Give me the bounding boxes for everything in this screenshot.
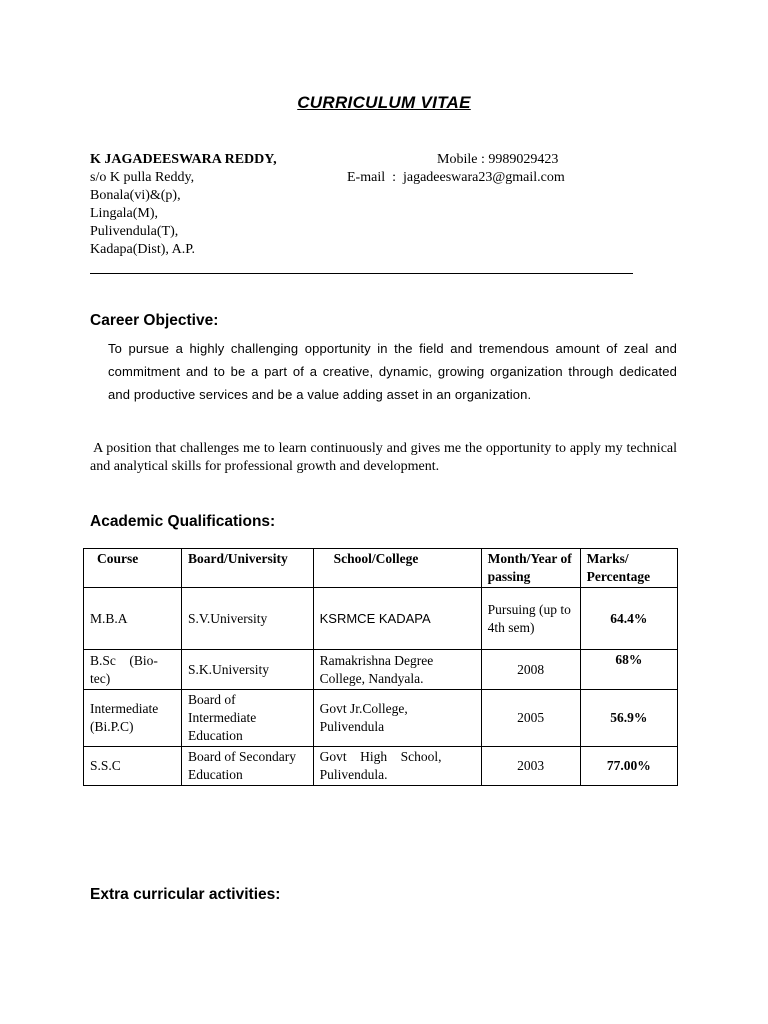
cell-month-year: 2005 xyxy=(481,690,580,747)
cell-board: S.V.University xyxy=(182,588,314,650)
career-objective-text: To pursue a highly challenging opportunity in the field and tremendous amount of zeal and commitment and to be a part of a creative, dynamic, growing organization through dedicated and productive services and be a value adding asset in an organization. xyxy=(108,341,677,402)
cell-course: Intermediate (Bi.P.C) xyxy=(84,690,182,747)
candidate-name: K JAGADEESWARA REDDY, xyxy=(90,152,277,167)
cell-month-year: 2003 xyxy=(481,747,580,786)
header-board: Board/University xyxy=(182,549,314,588)
address-line: Bonala(vi)&(p), xyxy=(90,188,181,203)
mobile-number: Mobile : 9989029423 xyxy=(437,152,559,167)
academic-qualifications-heading: Academic Qualifications: xyxy=(90,513,276,530)
career-objective-heading: Career Objective: xyxy=(90,312,219,329)
cell-course: B.Sc (Bio-tec) xyxy=(84,650,182,690)
cell-school: Ramakrishna Degree College, Nandyala. xyxy=(313,650,481,690)
address-block xyxy=(90,151,277,259)
cell-course: S.S.C xyxy=(84,747,182,786)
extra-curricular-heading: Extra curricular activities: xyxy=(90,886,281,903)
address-line: s/o K pulla Reddy, xyxy=(90,170,195,185)
position-statement: A position that challenges me to learn continuously and gives me the opportunity to apply my technical and analytical skills for professional growth and development. xyxy=(90,441,678,474)
address-line: Pulivendula(T), xyxy=(90,224,179,239)
table-header-row xyxy=(84,549,678,588)
cell-marks: 56.9% xyxy=(580,690,677,747)
email-address: E-mail : jagadeeswara23@gmail.com xyxy=(347,170,565,185)
table-row xyxy=(84,588,678,650)
cell-course: M.B.A xyxy=(84,588,182,650)
cell-month-year: 2008 xyxy=(481,650,580,690)
cell-school: Govt Jr.College, Pulivendula xyxy=(313,690,481,747)
cell-school: Govt High School, Pulivendula. xyxy=(313,747,481,786)
header-course: Course xyxy=(84,549,182,588)
cell-month-year: Pursuing (up to 4th sem) xyxy=(481,588,580,650)
cell-board: S.K.University xyxy=(182,650,314,690)
cell-marks: 77.00% xyxy=(580,747,677,786)
header-marks: Marks/ Percentage xyxy=(580,549,677,588)
cell-marks: 68% xyxy=(580,650,677,690)
header-month-year: Month/Year of passing xyxy=(481,549,580,588)
cell-school: KSRMCE KADAPA xyxy=(313,588,481,650)
cell-board: Board of Intermediate Education xyxy=(182,690,314,747)
cell-marks: 64.4% xyxy=(580,588,677,650)
cell-board: Board of Secondary Education xyxy=(182,747,314,786)
table-row xyxy=(84,747,678,786)
address-line: Kadapa(Dist), A.P. xyxy=(90,242,195,257)
document-title: CURRICULUM VITAE xyxy=(297,93,471,112)
header-school: School/College xyxy=(313,549,481,588)
header-divider xyxy=(90,273,633,274)
address-line: Lingala(M), xyxy=(90,206,159,221)
table-row xyxy=(84,690,678,747)
academic-qualifications-table xyxy=(83,548,678,786)
table-row xyxy=(84,650,678,690)
